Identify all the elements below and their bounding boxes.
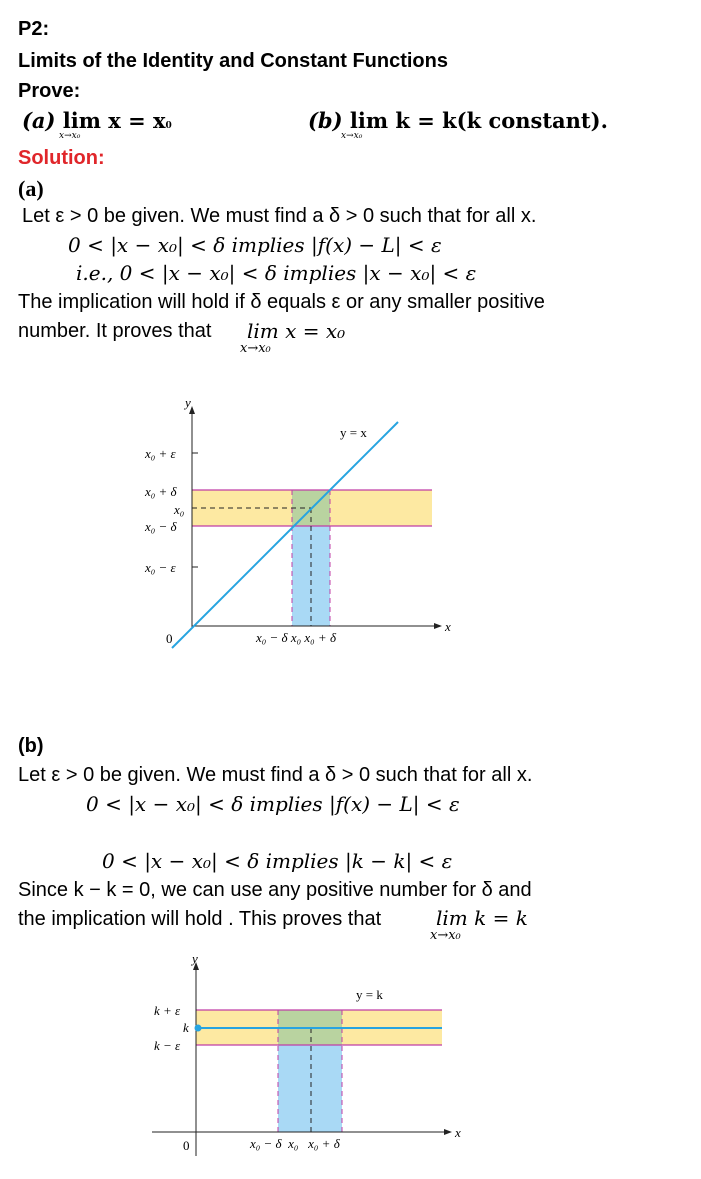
statement-b-label: (b) <box>308 108 343 133</box>
part-a-line1: Let ε > 0 be given. We must find a δ > 0 such that for all x. <box>22 205 537 227</box>
prove-label: Prove: <box>18 80 81 102</box>
figure-a-curve-label: y = x <box>340 425 367 440</box>
part-a-line2: 0 < |x − x₀| < δ implies |f(x) − L| < ε <box>68 233 442 257</box>
figure-a-ytick-0: x₀ + ε <box>145 446 176 461</box>
part-a-line3: i.e., 0 < |x − x₀| < δ implies |x − x₀| < ε <box>76 261 477 285</box>
problem-title: Limits of the Identity and Constant Functions <box>18 50 448 72</box>
part-b-limit-sub: x→x₀ <box>430 928 461 943</box>
figure-b-curve-label: y = k <box>356 987 383 1002</box>
part-a-limit-sub: x→x₀ <box>240 341 271 356</box>
part-b-line4: Since k − k = 0, we can use any positive number for δ and <box>18 879 532 901</box>
figure-b-ytick-0: k + ε <box>154 1003 181 1018</box>
part-b-line2: 0 < |x − x₀| < δ implies |f(x) − L| < ε <box>86 792 460 816</box>
figure-a-ytick-1: x₀ + δ <box>145 484 177 499</box>
figure-a-x-label: x <box>445 619 451 634</box>
figure-b-x-label: x <box>455 1125 461 1140</box>
statement-a-x0-sub: 0 <box>165 121 172 131</box>
part-b-label: (b) <box>18 735 44 757</box>
part-b-line5: the implication will hold . This proves that <box>18 908 382 930</box>
part-a-line4: The implication will hold if δ equals ε or any smaller positive <box>18 291 545 313</box>
figure-b-x-arrow <box>444 1129 452 1135</box>
part-b-line3: 0 < |x − x₀| < δ implies |k − k| < ε <box>102 849 453 873</box>
part-b-line1: Let ε > 0 be given. We must find a δ > 0 such that for all x. <box>18 764 533 786</box>
statement-b-limit-sub: x→x₀ <box>341 131 363 141</box>
figure-a-origin: 0 <box>166 631 173 646</box>
figure-b-ytick-2: k − ε <box>154 1038 181 1053</box>
statement-a-label: (a) <box>22 108 56 133</box>
figure-a-xticks: x₀ − δ x₀ x₀ + δ <box>256 630 336 645</box>
figure-a-y-label: y <box>185 395 191 410</box>
solution-heading: Solution: <box>18 147 105 169</box>
figure-a-ytick-4: x₀ − ε <box>145 560 176 575</box>
statement-a-expr: lim x = x <box>62 108 166 133</box>
figure-b-y-label: y <box>192 951 198 966</box>
figure-b-origin: 0 <box>183 1138 190 1153</box>
part-b-limit-expr: lim k = k <box>436 906 528 930</box>
statement-b-expr: lim k = k(k constant). <box>349 108 608 133</box>
statement-a-limit-sub: x→x₀ <box>59 131 81 141</box>
problem-number: P2: <box>18 18 50 40</box>
part-a-limit-expr: lim x = x₀ <box>247 319 346 343</box>
figure-a-ytick-3: x₀ − δ <box>145 519 177 534</box>
figure-a-ytick-2: x₀ <box>174 502 185 517</box>
part-a-line5: number. It proves that <box>18 320 212 342</box>
figure-b-ytick-1: k <box>183 1020 189 1035</box>
part-a-label: (a) <box>18 176 44 201</box>
figure-b-k-point <box>195 1025 202 1032</box>
figure-b-xticks: x₀ − δ x₀ x₀ + δ <box>250 1136 340 1151</box>
